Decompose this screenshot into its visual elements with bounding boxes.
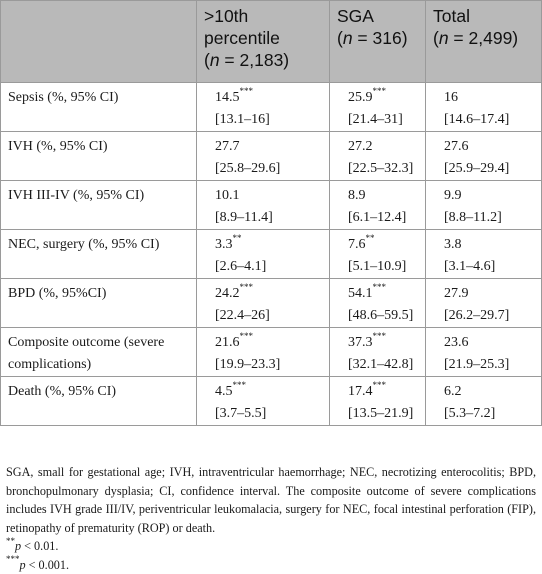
footnote-significance-p0001: ***p < 0.001. [6, 556, 536, 574]
cell-c3: 27.6 [25.9–29.4] [426, 132, 542, 181]
row-label: IVH III-IV (%, 95% CI) [1, 181, 197, 230]
row-label: Composite outcome (severe complications) [1, 328, 197, 377]
cell-c2: 8.9 [6.1–12.4] [330, 181, 426, 230]
cell-c2: 37.3*** [32.1–42.8] [330, 328, 426, 377]
footnote-significance-p001: **p < 0.01. [6, 537, 536, 556]
table-row [1, 230, 542, 279]
cell-c2: 25.9*** [21.4–31] [330, 83, 426, 132]
row-label: IVH (%, 95% CI) [1, 132, 197, 181]
table-row [1, 181, 542, 230]
cell-c3: 23.6 [21.9–25.3] [426, 328, 542, 377]
table-row [1, 132, 542, 181]
table-row [1, 83, 542, 132]
cell-c3: 16 [14.6–17.4] [426, 83, 542, 132]
row-label: NEC, surgery (%, 95% CI) [1, 230, 197, 279]
cell-c2: 54.1*** [48.6–59.5] [330, 279, 426, 328]
cell-c2: 7.6** [5.1–10.9] [330, 230, 426, 279]
cell-c3: 3.8 [3.1–4.6] [426, 230, 542, 279]
cell-c2: 27.2 [22.5–32.3] [330, 132, 426, 181]
row-label: Sepsis (%, 95% CI) [1, 83, 197, 132]
cell-c1: 14.5*** [13.1–16] [197, 83, 330, 132]
cell-c1: 21.6*** [19.9–23.3] [197, 328, 330, 377]
table-row [1, 377, 542, 426]
table-footnotes [6, 463, 536, 574]
header-above-10th-percentile: >10th percentile (n = 2,183) [197, 1, 330, 83]
cell-c1: 27.7 [25.8–29.6] [197, 132, 330, 181]
row-label: Death (%, 95% CI) [1, 377, 197, 426]
table-row [1, 328, 542, 377]
cell-c1: 4.5*** [3.7–5.5] [197, 377, 330, 426]
cell-c1: 24.2*** [22.4–26] [197, 279, 330, 328]
row-label: BPD (%, 95%CI) [1, 279, 197, 328]
cell-c3: 9.9 [8.8–11.2] [426, 181, 542, 230]
header-total: Total (n = 2,499) [426, 1, 542, 83]
cell-c3: 6.2 [5.3–7.2] [426, 377, 542, 426]
cell-c1: 10.1 [8.9–11.4] [197, 181, 330, 230]
footnote-abbreviations: SGA, small for gestational age; IVH, intraventricular haemorrhage; NEC, necrotizing enterocolitis; BPD, bronchopulmonary dysplasia; CI, confidence interval. The composite outcome of severe complications includes IVH grade III/IV, periventricular leukomalacia, surgery for NEC, focal intestinal perforation (FIP), retinopathy of prematurity (ROP) or death. [6, 463, 536, 537]
table-row [1, 279, 542, 328]
cell-c2: 17.4*** [13.5–21.9] [330, 377, 426, 426]
cell-c3: 27.9 [26.2–29.7] [426, 279, 542, 328]
table-header-row [1, 1, 542, 83]
cell-c1: 3.3** [2.6–4.1] [197, 230, 330, 279]
header-sga: SGA (n = 316) [330, 1, 426, 83]
header-empty-cell [1, 1, 197, 83]
